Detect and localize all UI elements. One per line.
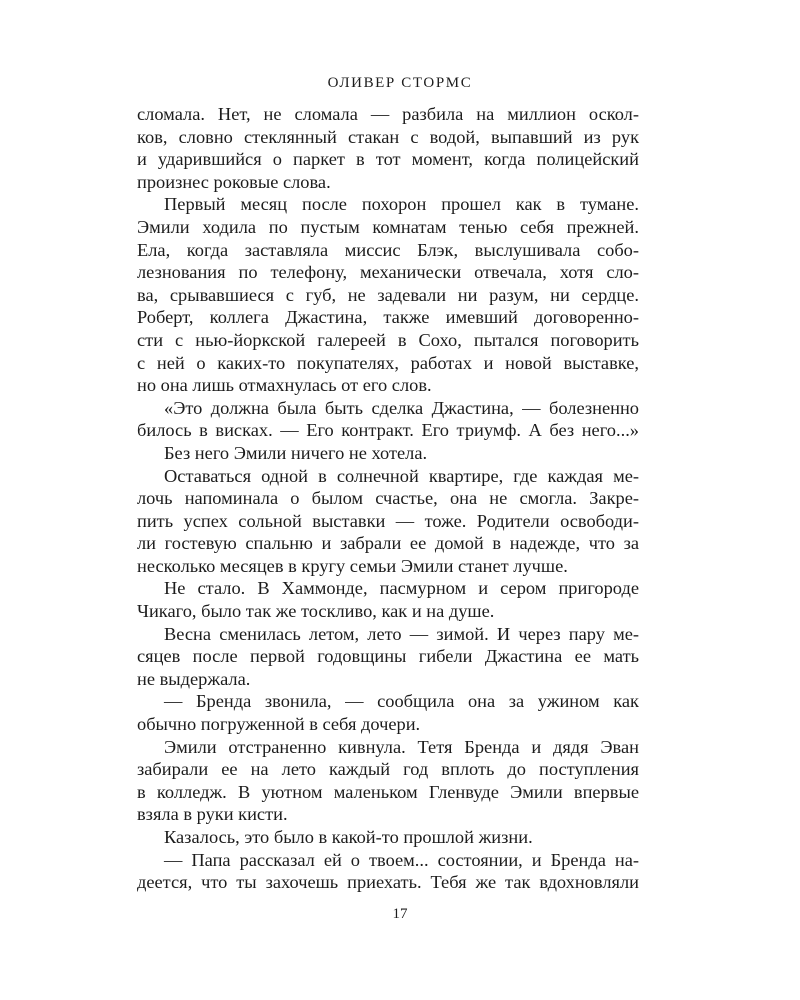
text-line: сломала. Нет, не сломала — разбила на миллион оскол- [137,104,639,124]
text-line: Первый месяц после похорон прошел как в тумане. [164,194,639,215]
text-line: ков, словно стеклянный стакан с водой, выпавший из рук [137,126,639,147]
text-line: — Папа рассказал ей о твоем... состоянии, и Бренда на- [164,849,639,870]
text-line: Чикаго, было так же тоскливо, как и на душе. [137,601,495,622]
text-line: но она лишь отмахнулась от его слов. [137,375,432,396]
text-line: Без него Эмили ничего не хотела. [164,442,428,463]
text-line: ва, срывавшиеся с губ, не задевали ни разум, ни сердце. [137,284,639,305]
text-line: сяцев после первой годовщины гибели Джастина ее мать [137,646,639,667]
text-line: Оставаться одной в солнечной квартире, где каждая ме- [164,465,639,486]
text-line: обычно погруженной в себя дочери. [137,714,421,735]
text-line: Ела, когда заставляла миссис Блэк, выслушивала собо- [137,239,639,260]
text-line: произнес роковые слова. [137,171,331,192]
text-line: «Это должна была быть сделка Джастина, — болезненно [164,397,639,418]
text-line: Весна сменилась летом, лето — зимой. И через пару ме- [164,623,639,644]
text-line: не выдержала. [137,668,251,689]
text-line: билось в висках. — Его контракт. Его триумф. А без него...» [137,420,639,441]
text-line: Роберт, коллега Джастина, также имевший договоренно- [137,307,639,328]
text-line: Не стало. В Хаммонде, пасмурном и сером пригороде [164,578,639,599]
text-line: деется, что ты захочешь приехать. Тебя же так вдохновляли [137,872,639,893]
text-line: Эмили ходила по пустым комнатам тенью себя прежней. [137,216,639,237]
text-line: с ней о каких-то покупателях, работах и новой выставке, [137,352,639,373]
body-text [137,103,639,894]
page-number: 17 [392,906,408,922]
text-line: Эмили отстраненно кивнула. Тетя Бренда и дядя Эван [164,736,639,757]
text-line: пить успех сольной выставки — тоже. Родители освободи- [137,510,639,531]
text-line: и ударившийся о паркет в тот момент, когда полицейский [137,149,639,170]
text-line: забирали ее на лето каждый год вплоть до поступления [137,759,639,780]
text-line: Казалось, это было в какой-то прошлой жизни. [164,827,533,847]
running-head-author: ОЛИВЕР СТОРМС [327,75,473,91]
text-line: несколько месяцев в кругу семьи Эмили станет лучше. [137,555,568,576]
text-line: сти с нью-йоркской галереей в Сохо, пытался поговорить [137,329,639,350]
text-line: лезнования по телефону, механически отвечала, хотя сло- [137,262,639,283]
text-line: — Бренда звонила, — сообщила она за ужином как [164,691,639,712]
text-line: ли гостевую спальню и забрали ее домой в надежде, что за [137,533,639,554]
text-line: лочь напоминала о былом счастье, она не смогла. Закре- [137,488,639,509]
text-line: в колледж. В уютном маленьком Гленвуде Эмили впервые [137,781,639,802]
text-line: взяла в руки кисти. [137,804,288,825]
